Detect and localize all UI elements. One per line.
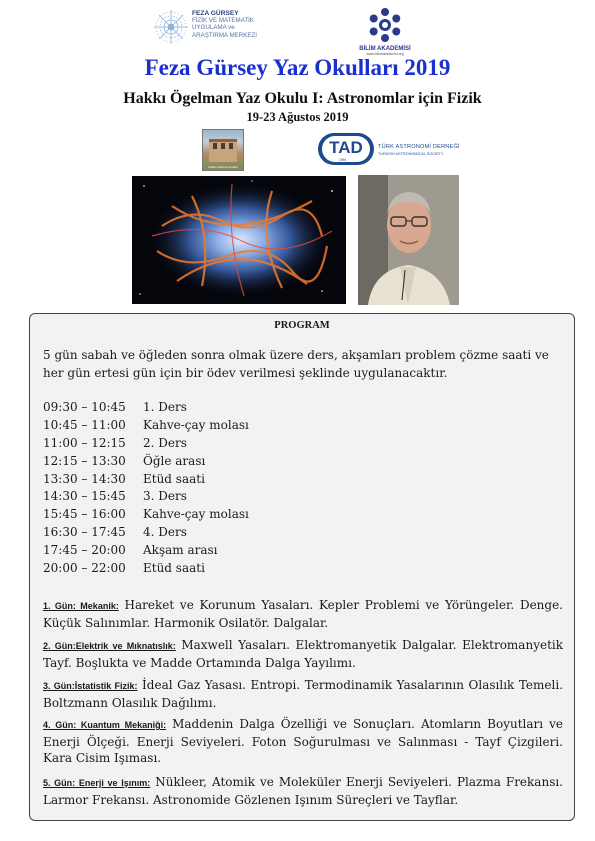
feza-starburst-icon: [152, 8, 190, 46]
schedule-row: [43, 472, 249, 490]
school-dates: 19-23 Ağustos 2019: [246, 110, 349, 124]
schedule-row: [43, 543, 249, 561]
day-4-topics: [43, 716, 563, 767]
schedule-time: 12:15 – 13:30: [43, 453, 126, 468]
schedule-activity: 3. Ders: [143, 489, 187, 504]
day-2-topics: [43, 637, 563, 671]
schedule-time: 11:00 – 12:15: [43, 435, 126, 450]
day-text: İdeal Gaz Yasası. Entropi. Termodinamik Yasalarının Olasılık Temeli. Boltzmann Olasılık Dağılımı.: [43, 678, 564, 710]
schedule-activity: Kahve-çay molası: [143, 507, 249, 522]
feza-logo-text: [192, 10, 257, 39]
program-intro: 5 gün sabah ve öğleden sonra olmak üzere ders, akşamları problem çözme saati ve her gün ertesi gün için bir ödev verilmesi şeklinde uygulanacaktır.: [43, 348, 549, 380]
schedule-time: 10:45 – 11:00: [43, 417, 126, 432]
school-subtitle: Hakkı Ögelman Yaz Okulu I: Astronomlar için Fizik: [123, 90, 482, 107]
schedule-row: [43, 454, 249, 472]
bilim-gear-icon: [368, 8, 402, 42]
tad-year: 1996: [339, 158, 347, 162]
venue-building-photo: [202, 129, 244, 171]
schedule-time: 20:00 – 22:00: [43, 561, 126, 576]
bilim-akademisi-name: BİLİM AKADEMİSİ: [359, 46, 411, 52]
tad-name-en: TURKISH ASTRONOMICAL SOCIETY: [378, 152, 444, 156]
schedule-time: 14:30 – 15:45: [43, 489, 126, 504]
day-5-topics: [43, 774, 563, 808]
program-box: [29, 313, 575, 821]
venue-photo-caption: Gaziköy Dinlenme Tesisleri: [208, 166, 238, 169]
tad-logo: [318, 131, 478, 169]
schedule-time: 09:30 – 10:45: [43, 400, 126, 414]
schedule-activity: 4. Ders: [143, 525, 187, 540]
day-label: 4. Gün: Kuantum Mekaniği:: [43, 720, 167, 730]
schedule-activity: Etüd saati: [143, 471, 205, 486]
hakki-ogelman-portrait: [358, 175, 459, 305]
feza-logo-line: FİZİK VE MATEMATİK: [192, 17, 254, 25]
schedule-time: 17:45 – 20:00: [43, 543, 126, 558]
tad-abbr: TAD: [322, 136, 370, 162]
schedule-time: 16:30 – 17:45: [43, 525, 126, 540]
day-text: Nükleer, Atomik ve Moleküler Enerji Seviyeleri. Plazma Frekansı. Larmor Frekansı. Astronomide Gözlenen Işınım Süreçleri ve Tayflar.: [43, 775, 564, 807]
schedule-time: 15:45 – 16:00: [43, 507, 126, 522]
schedule-row: [43, 561, 249, 579]
feza-logo-line: FEZA GÜRSEY: [192, 10, 239, 17]
page-title: Feza Gürsey Yaz Okulları 2019: [144, 55, 451, 80]
program-heading: PROGRAM: [274, 320, 330, 331]
schedule-row: [43, 489, 249, 507]
feza-gursey-logo: [152, 8, 272, 48]
schedule-activity: 2. Ders: [143, 435, 187, 450]
schedule-row: [43, 400, 249, 418]
day-text: Hareket ve Korunum Yasaları. Kepler Problemi ve Yörüngeler. Denge. Küçük Salınımlar. Harmonik Osilatör. Dalgalar.: [43, 598, 563, 630]
daily-schedule: [43, 400, 249, 579]
bilim-akademisi-url: www.bilimakademisi.org: [366, 52, 404, 56]
schedule-activity: 1. Ders: [143, 400, 187, 414]
schedule-activity: Öğle arası: [143, 453, 206, 468]
schedule-row: [43, 436, 249, 454]
day-label: 3. Gün:İstatistik Fizik:: [43, 681, 138, 691]
schedule-activity: Kahve-çay molası: [143, 417, 249, 432]
crab-nebula-image: [132, 176, 346, 304]
day-label: 2. Gün:Elektrik ve Mıknatıslık:: [43, 641, 176, 651]
day-label: 1. Gün: Mekanik:: [43, 601, 119, 611]
day-1-topics: [43, 597, 563, 631]
schedule-row: [43, 525, 249, 543]
day-label: 5. Gün: Enerji ve Işınım:: [43, 778, 151, 788]
bilim-akademisi-logo: [354, 8, 416, 56]
day-3-topics: [43, 677, 563, 711]
day-text: Maxwell Yasaları. Elektromanyetik Dalgalar. Elektromanyetik Tayf. Boşlukta ve Madde Ortamında Dalga Yayılımı.: [43, 638, 563, 670]
day-text: Maddenin Dalga Özelliği ve Sonuçları. Atomların Boyutları ve Enerji Ölçeği. Enerji Seviyeleri. Foton Soğurulması ve Salınması - Tayf Çizgileri. Kara Cisim Işıması.: [43, 717, 563, 765]
schedule-row: [43, 507, 249, 525]
schedule-time: 13:30 – 14:30: [43, 471, 126, 486]
feza-logo-line: ARAŞTIRMA MERKEZİ: [192, 31, 257, 39]
schedule-activity: Etüd saati: [143, 561, 205, 576]
schedule-row: [43, 418, 249, 436]
feza-logo-line: UYGULAMA ve: [192, 24, 235, 32]
schedule-activity: Akşam arası: [143, 543, 218, 558]
tad-name-tr: TÜRK ASTRONOMİ DERNEĞİ: [378, 144, 460, 150]
